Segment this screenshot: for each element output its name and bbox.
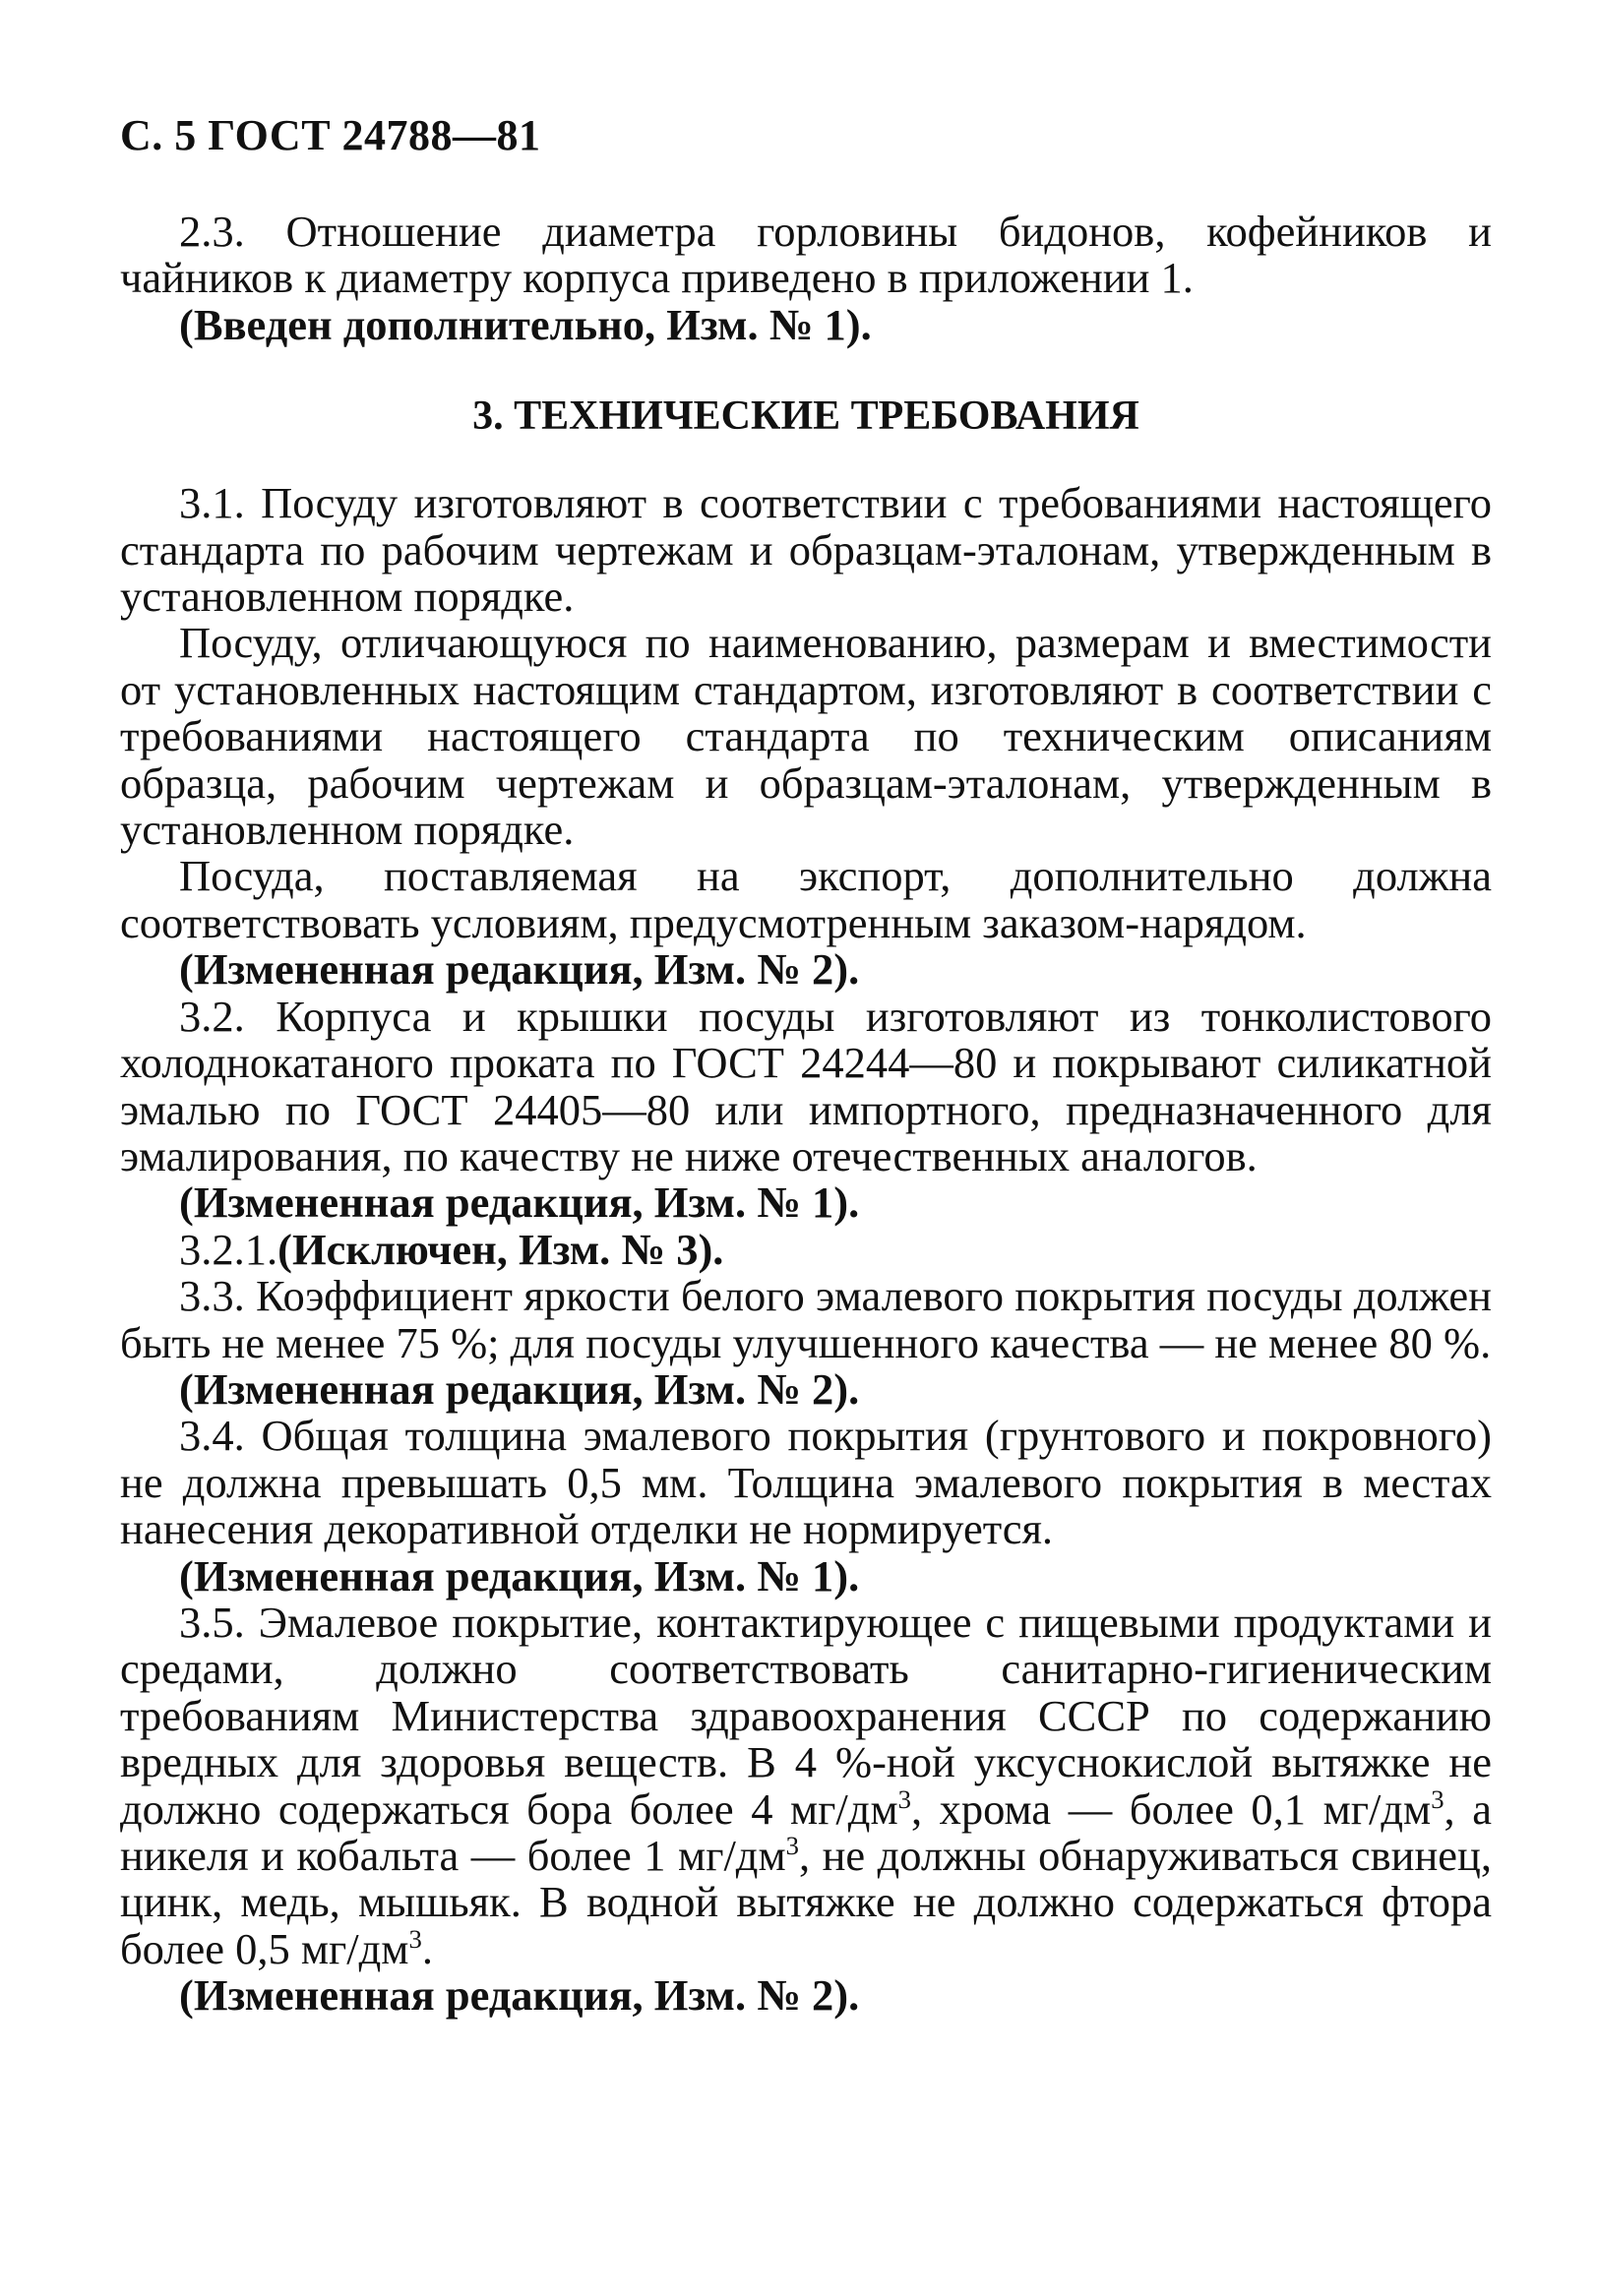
paragraph-3-5 [120,1597,1492,1973]
amendment-note-2-3: (Введен дополнительно, Изм. № 1). [179,299,872,349]
page-header: С. 5 ГОСТ 24788—81 [120,111,541,159]
paragraph-3-2-1-number: 3.2.1. [179,1224,278,1274]
amendment-note-3-4: (Измененная редакция, Изм. № 1). [179,1550,860,1601]
amendment-note-3-1: (Измененная редакция, Изм. № 2). [179,944,860,995]
superscript: 3 [408,1923,422,1954]
superscript: 3 [1431,1783,1444,1814]
paragraph-3-1: 3.1. Посуду изготовляют в соответствии с требованиями настоящего стандарта по рабочим чертежам и образцам-эталонам, утвержденным в установленном порядке. [120,478,1492,622]
paragraph-3-5-part: , не должны обнаруживаться свинец, цинк, медь, мышьяк. В водной вытяжке не должно содержаться фтора более 0,5 мг/дм [120,1831,1492,1973]
paragraph-3-5-part: , а никеля и кобальта — более 1 мг/дм [120,1783,1492,1880]
paragraph-3-1-c: Посуда, поставляемая на экспорт, дополнительно должна соответствовать условиям, предусмотренным заказом-нарядом. [120,851,1492,947]
paragraph-3-3: 3.3. Коэффициент яркости белого эмалевого покрытия посуды должен быть не менее 75 %; для посуды улучшенного качества — не менее 80 %. [120,1271,1492,1367]
paragraph-3-5-part: 3.5. Эмалевое покрытие, контактирующее с пищевыми продуктами и средами, должно соответствовать санитарно-гигиеническим требованиям Министерства здравоохранения СССР по содержанию вредных для здоровья веществ. В 4 %-ной уксуснокислой вытяжке не должно содержаться бора более 4 мг/дм [120,1597,1492,1834]
paragraph-3-2-1-text: (Исключен, Изм. № 3). [277,1224,724,1274]
superscript: 3 [785,1831,799,1861]
paragraph-3-5-part: . [421,1923,433,1973]
paragraph-3-5-part: , хрома — более 0,1 мг/дм [910,1783,1432,1834]
amendment-note-3-5: (Измененная редакция, Изм. № 2). [179,1970,860,2021]
paragraph-2-3: 2.3. Отношение диаметра горловины бидонов, кофейников и чайников к диаметру корпуса приведено в приложении 1. [120,207,1492,303]
paragraph-3-4: 3.4. Общая толщина эмалевого покрытия (грунтового и покровного) не должна превышать 0,5 мм. Толщина эмалевого покрытия в местах нанесения декоративной отделки не нормируется. [120,1411,1492,1554]
amendment-note-3-3: (Измененная редакция, Изм. № 2). [179,1363,860,1414]
section-title: 3. ТЕХНИЧЕСКИЕ ТРЕБОВАНИЯ [472,393,1139,440]
paragraph-3-2-1 [120,1224,1492,1274]
document-page [120,110,1492,2020]
paragraph-3-2: 3.2. Корпуса и крышки посуды изготовляют из тонколистового холоднокатаного проката по ГОСТ 24244—80 и покрывают силикатной эмалью по ГОСТ 24405—80 или импортного, предназначенного для эмалирования, по качеству не ниже отечественных аналогов. [120,991,1492,1180]
superscript: 3 [897,1783,911,1814]
paragraph-3-1-b: Посуду, отличающуюся по наименованию, размерам и вместимости от установленных настоящим стандартом, изготовляют в соответствии с требованиями настоящего стандарта по техническим описаниям образца, рабочим чертежам и образцам-эталонам, утвержденным в установленном порядке. [120,618,1492,855]
amendment-note-3-2: (Измененная редакция, Изм. № 1). [179,1178,860,1228]
